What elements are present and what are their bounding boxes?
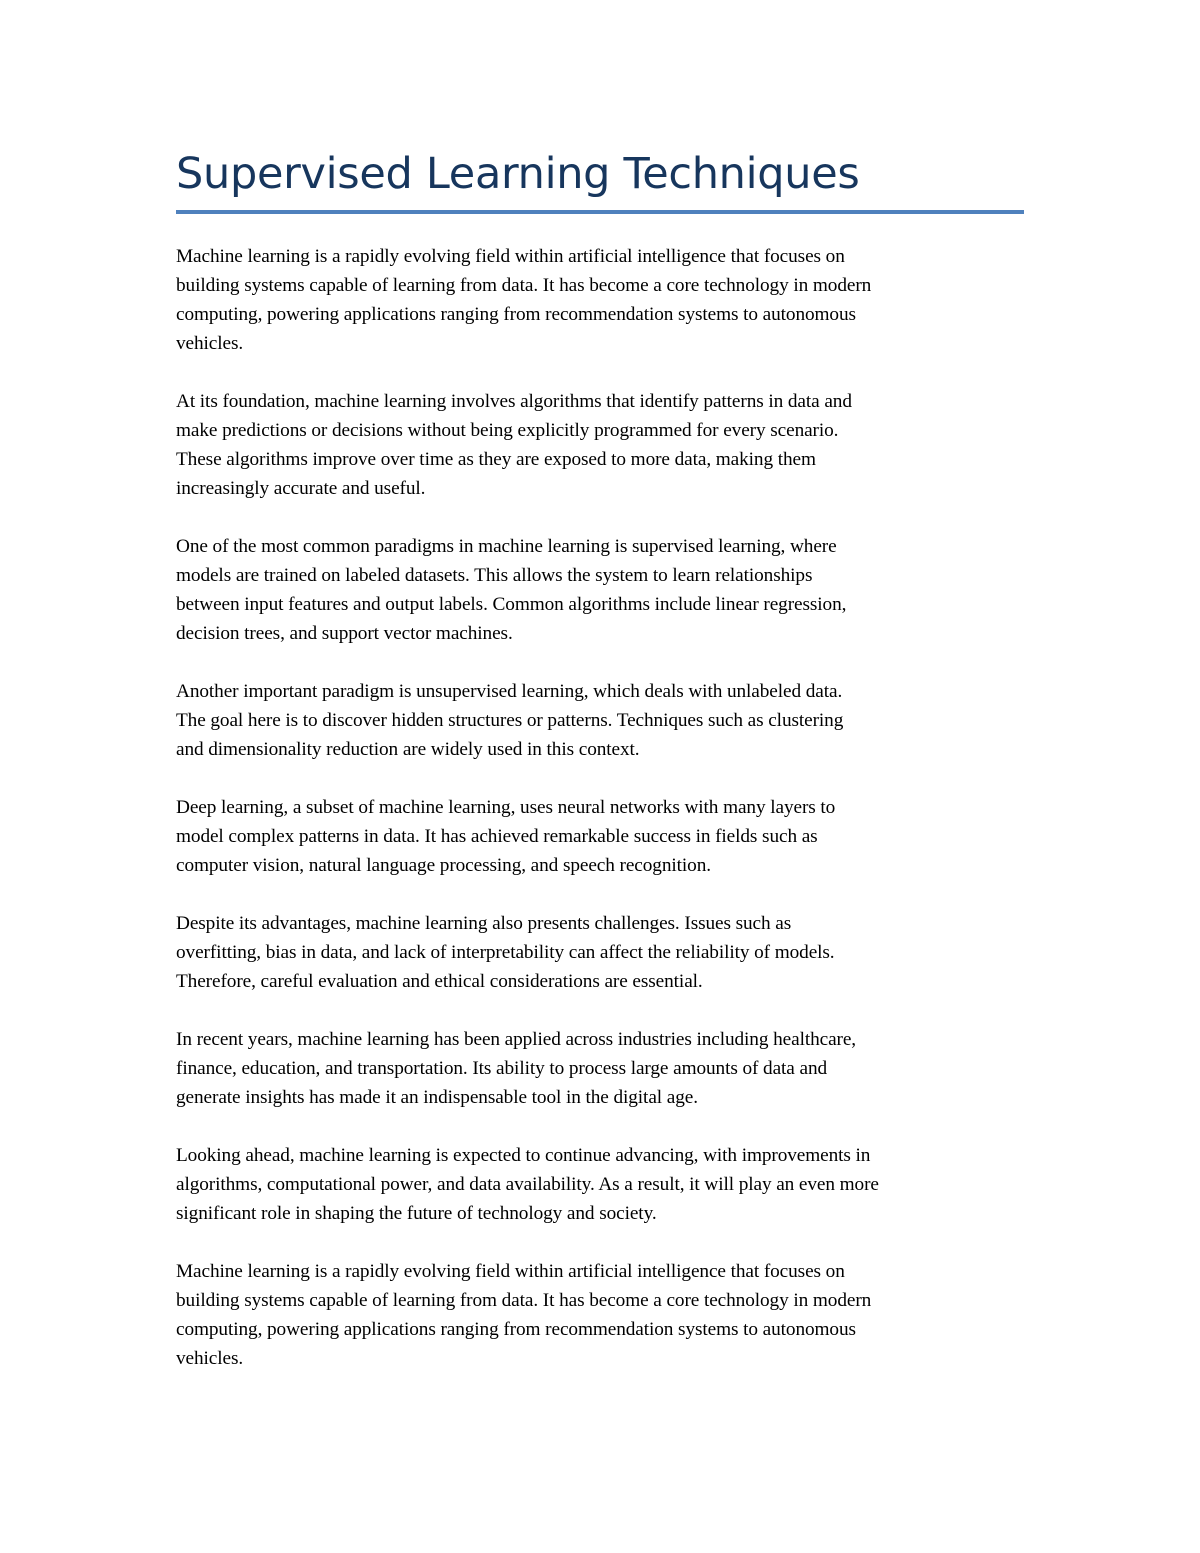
paragraph-6 [176,909,1026,996]
text-line: increasingly accurate and useful. [176,478,426,499]
text-line: generate insights has made it an indispensable tool in the digital age. [176,1087,698,1108]
paragraph-3 [176,532,1026,648]
text-line: One of the most common paradigms in machine learning is supervised learning, where [176,536,837,557]
text-line: make predictions or decisions without being explicitly programmed for every scenario. [176,420,839,441]
text-line: building systems capable of learning from data. It has become a core technology in modern [176,1290,872,1311]
text-line: In recent years, machine learning has been applied across industries including healthcare, [176,1029,857,1050]
document-title: Supervised Learning Techniques [176,149,860,199]
text-line: significant role in shaping the future of technology and society. [176,1203,657,1224]
text-line: Looking ahead, machine learning is expected to continue advancing, with improvements in [176,1145,871,1166]
text-line: computing, powering applications ranging from recommendation systems to autonomous [176,1319,856,1340]
text-line: Despite its advantages, machine learning also presents challenges. Issues such as [176,913,792,934]
text-line: between input features and output labels. Common algorithms include linear regression, [176,594,847,615]
text-line: The goal here is to discover hidden structures or patterns. Techniques such as clustering [176,710,844,731]
text-line: and dimensionality reduction are widely used in this context. [176,739,640,760]
title-underline-rule [176,210,1024,214]
text-line: building systems capable of learning from data. It has become a core technology in modern [176,275,872,296]
text-line: vehicles. [176,1348,244,1369]
paragraph-5 [176,793,1026,880]
text-line: These algorithms improve over time as they are exposed to more data, making them [176,449,816,470]
text-line: computer vision, natural language processing, and speech recognition. [176,855,711,876]
text-line: At its foundation, machine learning involves algorithms that identify patterns in data and [176,391,852,412]
text-line: Another important paradigm is unsupervised learning, which deals with unlabeled data. [176,681,843,702]
text-line: algorithms, computational power, and data availability. As a result, it will play an even more [176,1174,879,1195]
paragraph-1 [176,242,1026,358]
text-line: model complex patterns in data. It has achieved remarkable success in fields such as [176,826,818,847]
text-line: vehicles. [176,333,244,354]
paragraph-4 [176,677,1026,764]
paragraph-7 [176,1025,1026,1112]
text-line: models are trained on labeled datasets. This allows the system to learn relationships [176,565,813,586]
text-line: overfitting, bias in data, and lack of interpretability can affect the reliability of models. [176,942,835,963]
text-line: Machine learning is a rapidly evolving field within artificial intelligence that focuses on [176,1261,845,1282]
paragraph-2 [176,387,1026,503]
paragraph-9 [176,1257,1026,1373]
text-line: computing, powering applications ranging from recommendation systems to autonomous [176,304,856,325]
document-body [176,242,1026,1402]
text-line: decision trees, and support vector machines. [176,623,513,644]
text-line: Machine learning is a rapidly evolving field within artificial intelligence that focuses on [176,246,845,267]
text-line: Therefore, careful evaluation and ethical considerations are essential. [176,971,703,992]
text-line: finance, education, and transportation. Its ability to process large amounts of data and [176,1058,828,1079]
text-line: Deep learning, a subset of machine learning, uses neural networks with many layers to [176,797,836,818]
paragraph-8 [176,1141,1026,1228]
